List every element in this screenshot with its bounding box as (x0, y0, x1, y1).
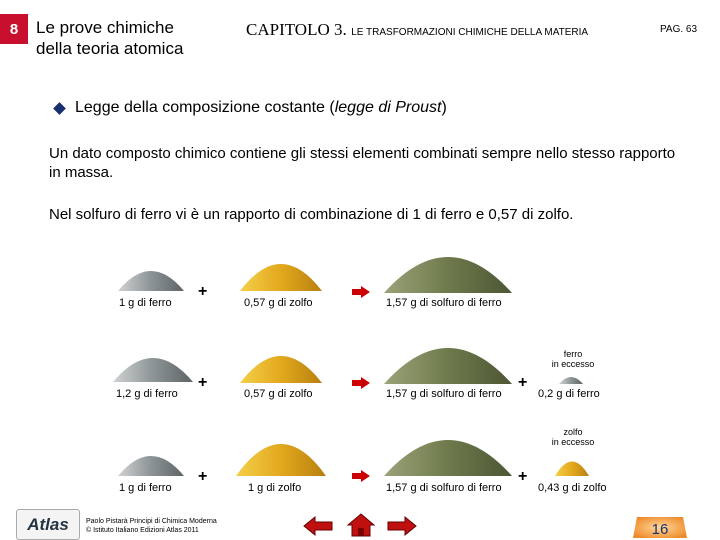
excess-iron-pile (559, 373, 583, 384)
plus-sign: + (198, 374, 208, 391)
iron-label: 1 g di ferro (119, 482, 172, 494)
iron-label: 1,2 g di ferro (116, 388, 178, 400)
next-slide-button[interactable] (386, 515, 418, 537)
sulfur-label: 0,57 g di zolfo (244, 297, 313, 309)
footer-credit-line1: Paolo Pistarà Principi di Chimica Moderna (86, 518, 217, 525)
plus-sign: + (198, 283, 208, 300)
example-paragraph: Nel solfuro di ferro vi è un rapporto di combinazione di 1 di ferro e 0,57 di zolfo. (49, 206, 574, 223)
product-pile (384, 420, 512, 476)
reaction-arrow-icon (352, 377, 370, 389)
previous-slide-button[interactable] (302, 515, 334, 537)
section-title-line1: Le prove chimiche (36, 18, 174, 37)
page-reference: PAG. 63 (660, 24, 698, 35)
home-button[interactable] (346, 512, 376, 538)
plus-sign: + (198, 468, 208, 485)
excess-note (548, 427, 598, 447)
product-label: 1,57 g di solfuro di ferro (386, 388, 502, 400)
chapter-label: CAPITOLO 3. (246, 20, 347, 39)
iron-pile (113, 342, 193, 382)
plus-sign: + (518, 468, 528, 485)
excess-label: 0,2 g di ferro (538, 388, 600, 400)
chapter-number-badge: 8 (0, 14, 28, 44)
excess-sulfur-pile (555, 452, 589, 476)
plus-sign: + (518, 374, 528, 391)
bullet-text (75, 99, 447, 117)
chapter-subtitle: LE TRASFORMAZIONI CHIMICHE DELLA MATERIA (351, 27, 589, 38)
sulfur-pile (236, 424, 326, 476)
iron-pile (118, 442, 184, 476)
chapter-title (246, 20, 588, 40)
excess-note-line1: ferro (563, 349, 583, 359)
product-pile (384, 237, 512, 293)
bullet-text-italic: legge di Proust (334, 99, 442, 116)
reaction-arrow-icon (352, 470, 370, 482)
excess-note (548, 349, 598, 369)
excess-note-line2: in eccesso (551, 359, 595, 369)
product-label: 1,57 g di solfuro di ferro (386, 482, 502, 494)
excess-note-line1: zolfo (563, 427, 583, 437)
product-pile (384, 328, 512, 384)
product-label: 1,57 g di solfuro di ferro (386, 297, 502, 309)
bullet-heading (52, 99, 447, 117)
iron-label: 1 g di ferro (119, 297, 172, 309)
footer-credits (86, 517, 217, 535)
reaction-arrow-icon (352, 286, 370, 298)
bullet-text-end: ) (441, 99, 447, 116)
section-title-line2: della teoria atomica (36, 39, 184, 58)
bullet-text-part: Legge della composizione costante ( (75, 99, 335, 116)
excess-label: 0,43 g di zolfo (538, 482, 607, 494)
page-number: 16 (651, 521, 669, 538)
excess-note-line2: in eccesso (551, 437, 595, 447)
iron-pile (118, 257, 184, 291)
diamond-bullet-icon (53, 102, 66, 115)
sulfur-pile (240, 339, 322, 383)
sulfur-pile (240, 247, 322, 291)
page-number-badge (631, 515, 689, 540)
sulfur-label: 0,57 g di zolfo (244, 388, 313, 400)
sulfur-label: 1 g di zolfo (248, 482, 302, 494)
definition-paragraph: Un dato composto chimico contiene gli stessi elementi combinati sempre nello stesso rapporto in massa. (49, 145, 676, 181)
footer-credit-line2: © Istituto Italiano Edizioni Atlas 2011 (86, 527, 199, 534)
section-title (36, 17, 183, 59)
publisher-logo: Atlas (16, 509, 80, 540)
